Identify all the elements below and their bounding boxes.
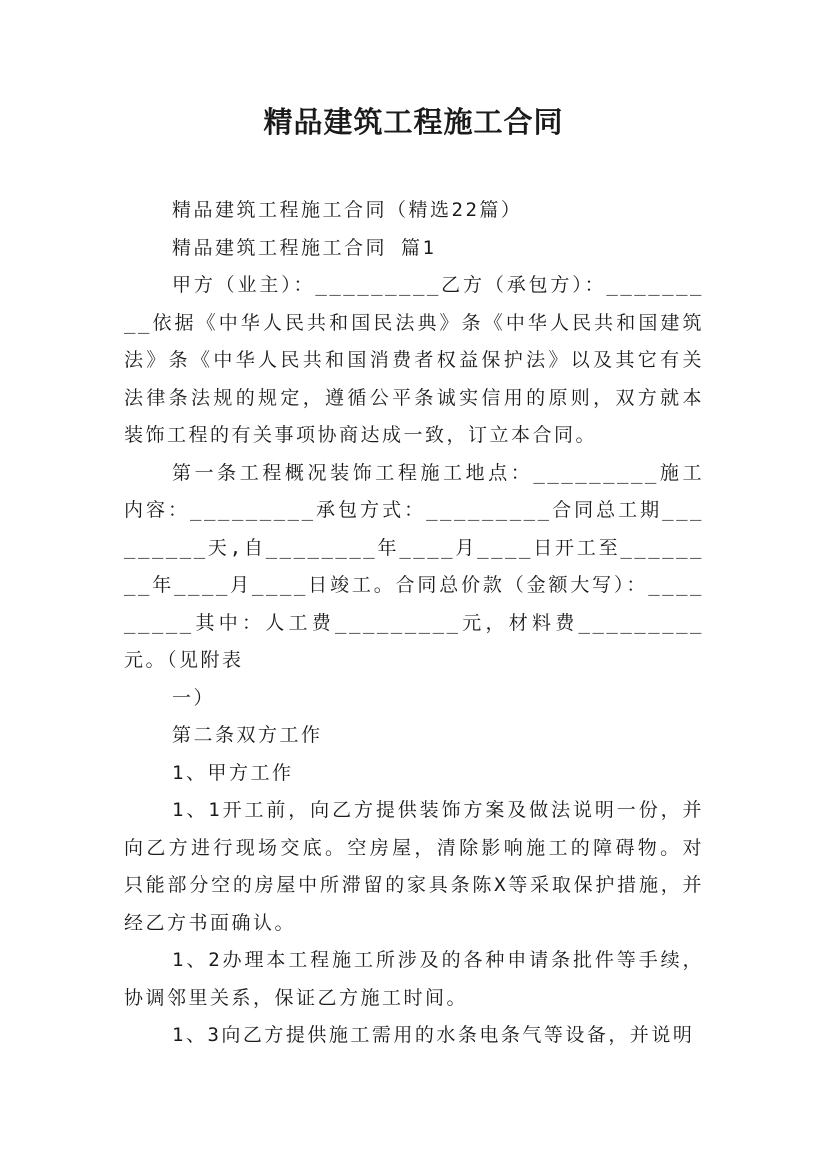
paragraph-item-1-1: 1、1开工前，向乙方提供装饰方案及做法说明一份，并向乙方进行现场交底。空房屋，清除影响施工的障碍物。对只能部分空的房屋中所滞留的家具条陈X等采取保护措施，并经乙方书面确认。 bbox=[124, 799, 704, 934]
paragraph-item-1-2: 1、2办理本工程施工所涉及的各种申请条批件等手续，协调邻里关系，保证乙方施工时间。 bbox=[124, 949, 704, 1009]
document-body bbox=[124, 192, 704, 1055]
paragraph-party-a-work: 1、甲方工作 bbox=[172, 761, 294, 784]
document-title: 精品建筑工程施工合同 bbox=[263, 105, 564, 139]
paragraph-contract-subtitle: 精品建筑工程施工合同（精选22篇） bbox=[172, 199, 523, 221]
paragraph-article-one: 第一条工程概况装饰工程施工地点：_________施工内容：_________承包方式：_________合同总工期_________天,自________年____月____日开工至________年____月____日竣工。合同总价款（金额大写）：_________其中：人工费_________元，材料费_________元。（见附表 bbox=[124, 461, 704, 671]
paragraph-article-two-heading: 第二条双方工作 bbox=[172, 724, 323, 746]
paragraph-item-1-3: 1、3向乙方提供施工需用的水条电条气等设备，并说明 bbox=[172, 1024, 695, 1046]
paragraph-parties-basis: 甲方（业主）：_________乙方（承包方）：_________依据《中华人民共和国民法典》条《中华人民共和国建筑法》条《中华人民共和国消费者权益保护法》以及其它有关法律条法规的规定，遵循公平条诚实信用的原则，双方就本装饰工程的有关事项协商达成一致，订立本合同。 bbox=[124, 274, 704, 446]
paragraph-chapter-heading: 精品建筑工程施工合同 篇1 bbox=[172, 236, 437, 259]
paragraph-article-one-end: 一） bbox=[172, 686, 216, 709]
